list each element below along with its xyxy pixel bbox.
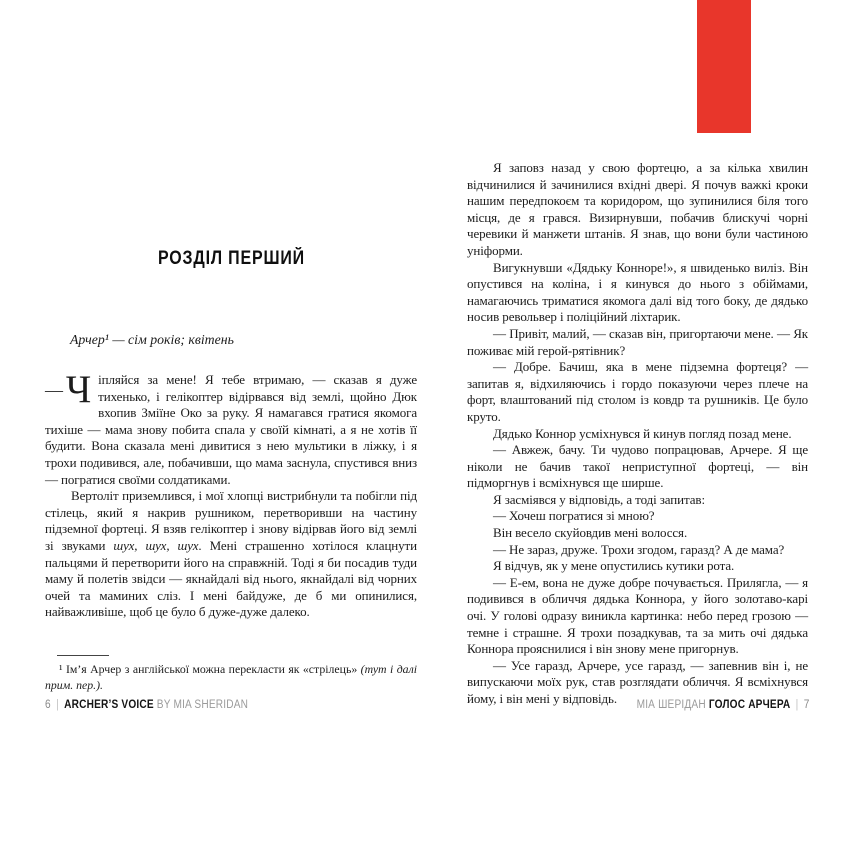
chapter-title: РОЗДІЛ ПЕРШИЙ <box>157 248 305 269</box>
book-title: ARCHER’S VOICE <box>64 699 154 711</box>
paragraph <box>467 160 808 260</box>
text-segment: — Не зараз, друже. Трохи згодом, гаразд? А де мама? <box>493 541 785 557</box>
text-segment: Я заповз назад у свою фортецю, а за кілька хвилин відчинилися й зачинилися вхідні двері. Я почув важкі кроки нашим передпокоєм та коридором, що зупинилися біля того місця, де я грався. Визирнувши, побачив блискучі чорні черевики й манжети штанів. Я знав, що вони були частиною уніформи. <box>467 160 808 258</box>
footer-divider: | <box>56 699 59 711</box>
text-segment: Я відчув, як у мене опустились кутики рота. <box>493 558 735 574</box>
footnote <box>45 662 417 693</box>
right-page-footer <box>613 699 810 713</box>
paragraph <box>467 525 808 542</box>
text-segment: — Хочеш погратися зі мною? <box>493 508 655 524</box>
text-segment: Я засміявся у відповідь, а тоді запитав: <box>493 491 705 507</box>
paragraph-text <box>45 368 417 487</box>
author-name: МІА ШЕРІДАН <box>637 699 707 711</box>
text-segment: — Привіт, малий, — сказав він, пригортаючи мене. — Як поживає мій герой-рятівник? <box>467 325 808 358</box>
paragraph <box>467 442 808 492</box>
left-page-footer <box>45 699 276 713</box>
book-title: ГОЛОС АРЧЕРА <box>709 699 791 711</box>
left-page-body <box>45 368 417 621</box>
author-name: BY MIA SHERIDAN <box>156 699 249 711</box>
paragraph <box>467 558 808 575</box>
text-segment: — Авжеж, бачу. Ти чудово попрацював, Арчере. Я ще ніколи не бачив такої неприступної фортеці, — він підморгнув і всміхнувся ще ширше. <box>467 442 808 491</box>
paragraph <box>467 492 808 509</box>
paragraph <box>467 426 808 443</box>
right-footer-content <box>637 699 810 711</box>
text-segment: Вигукнувши «Дядьку Конноре!», я швиденько виліз. Він опустився на коліна, і я кинувся до нього з обіймами, намагаючись триматися якомога далі від того боку, де дядько носив револьвер і поліційний ліхтарик. <box>467 259 808 325</box>
text-segment: Дядько Коннор усміхнувся й кинув погляд позад мене. <box>493 425 792 441</box>
left-footer-content <box>45 699 248 711</box>
dialogue-dash: — <box>45 380 63 400</box>
paragraph <box>467 260 808 326</box>
paragraph <box>467 359 808 425</box>
bookmark-ribbon <box>697 0 751 133</box>
left-page-paragraphs <box>45 488 417 621</box>
text-segment: Він весело скуйовдив мені волосся. <box>493 525 688 541</box>
paragraph <box>467 542 808 559</box>
chapter-title-row <box>45 248 417 270</box>
text-segment: ¹ Ім’я Арчер з англійської можна перекласти як «стрілець» <box>59 662 361 676</box>
paragraph <box>45 368 417 488</box>
drop-cap-letter: Ч <box>65 368 92 411</box>
footer-divider: | <box>796 699 799 711</box>
text-segment: шух, шух, шух <box>113 537 199 553</box>
text-segment: — Усе гаразд, Арчере, усе гаразд, — запевнив він і, не випускаючи моїх рук, став розглядати обличчя. Я всміхнувся йому, і він мені у відповідь. <box>467 657 808 706</box>
text-segment: — Е-ем, вона не дуже добре почувається. Прилягла, — я подивився в обличчя дядька Коннора, у його золотаво-карі очі. У голові одразу виникла картинка: небо перед грозою — темне і страшне. Я трохи позадкував, та за мить очі дядька Коннора прояснилися і він знову мене пригорнув. <box>467 574 808 657</box>
text-segment: — Добре. Бачиш, яка в мене підземна фортеця? — запитав я, відхиляючись і гордо показуючи через плече на форт, влаштований під столом із ковдр та рушників. Це було круто. <box>467 359 808 424</box>
paragraph <box>467 508 808 525</box>
right-page-body <box>467 160 808 708</box>
drop-cap <box>45 368 92 411</box>
page-number: 6 <box>45 699 51 711</box>
paragraph <box>467 575 808 658</box>
page-number: 7 <box>804 699 810 711</box>
footnote-text <box>45 662 417 693</box>
paragraph <box>45 488 417 621</box>
text-segment: (тут і далі прим. пер.). <box>45 662 417 692</box>
text-segment: . Мені страшенно хотілося клацнути пальцями й перетворити його на справжній. Тоді я би посадив туди маму й полетів звідси — якнайдалі від нього, якнайдалі від чорних очей та маминих сліз. І мені байдуже, де б ми опинилися, найважливіше, щоб це було б дуже-дуже далеко. <box>45 537 417 620</box>
epigraph: Арчер¹ — сім років; квітень <box>70 332 234 347</box>
text-segment: Вертоліт приземлився, і мої хлопці вистрибнули та побігли під стілець, який я накрив рушником, перетворивши на частину підземної фортеці. Я взяв гелікоптер і знову відірвав його від землі зі звуками <box>45 488 417 553</box>
text-segment: іпляйся за мене! Я тебе втримаю, — сказав я дуже тихенько, і гелікоптер відірвався від землі, щойно Дюк вхопив Зміїне Око за руку. Я намагався гратися якомога тихіше — мама знову побита спала у своїй кімнаті, а я не хотів її будити. Вона сказала мені дивитися з нею мультики в ліжку, і я трохи подивився, але, побачивши, що мама заснула, спустився вниз — погратися своїми солдатиками. <box>45 372 417 487</box>
footnote-rule <box>57 655 109 656</box>
paragraph <box>467 326 808 359</box>
